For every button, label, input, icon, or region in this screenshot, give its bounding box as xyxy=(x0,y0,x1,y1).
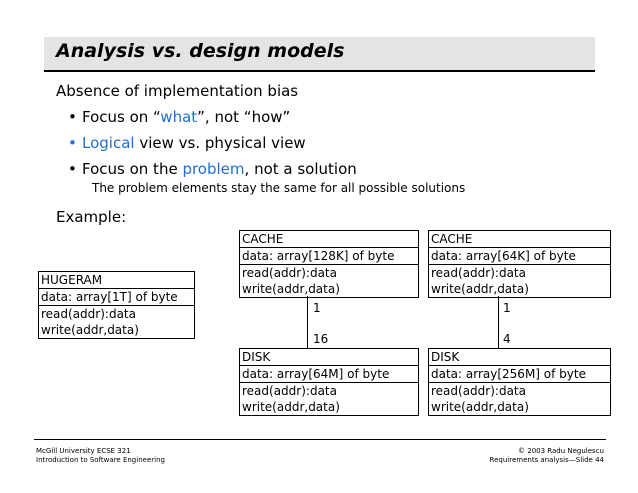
class-name: DISK xyxy=(242,350,271,364)
footer-copyright: © 2003 Radu Negulescu xyxy=(518,447,604,455)
class-name: HUGERAM xyxy=(41,273,103,287)
class-attribute: data: array[64K] of byte xyxy=(429,247,610,264)
class-operation: read(addr):data xyxy=(240,264,418,281)
bullet-what xyxy=(68,108,290,126)
multiplicity-label: 1 xyxy=(503,301,511,315)
class-operation: read(addr):data xyxy=(240,382,418,399)
class-operation: write(addr,data) xyxy=(242,282,340,296)
bullet-highlight: problem xyxy=(182,160,245,178)
uml-class-disk-64m xyxy=(239,348,419,416)
class-operation: read(addr):data xyxy=(39,305,194,322)
uml-class-disk-256m xyxy=(428,348,611,416)
association-line xyxy=(498,296,499,348)
bullet-text-pre: Focus on the xyxy=(82,160,183,178)
class-name: CACHE xyxy=(431,232,473,246)
bullet-text-post: , not a solution xyxy=(244,160,357,178)
uml-class-cache-64k xyxy=(428,230,611,298)
bullet-highlight: Logical xyxy=(82,134,135,152)
class-operation: write(addr,data) xyxy=(41,323,139,337)
sub-note: The problem elements stay the same for all possible solutions xyxy=(92,181,466,195)
multiplicity-label: 16 xyxy=(313,332,329,346)
bullet-text-pre: Focus on “ xyxy=(82,108,161,126)
association-line xyxy=(307,296,308,348)
class-operation: write(addr,data) xyxy=(431,282,529,296)
intro-line: Absence of implementation bias xyxy=(56,82,299,100)
class-operation: write(addr,data) xyxy=(242,400,340,414)
class-attribute: data: array[64M] of byte xyxy=(240,365,418,382)
class-attribute: data: array[128K] of byte xyxy=(240,247,418,264)
class-operation: read(addr):data xyxy=(429,264,610,281)
bullet-logical xyxy=(68,134,306,152)
bullet-text-post: ”, not “how” xyxy=(197,108,291,126)
class-name: DISK xyxy=(431,350,460,364)
class-name: CACHE xyxy=(242,232,284,246)
bullet-problem xyxy=(68,160,357,178)
multiplicity-label: 4 xyxy=(503,332,511,346)
title-bar xyxy=(44,37,595,72)
footer-institution: McGill University ECSE 321 xyxy=(36,447,131,455)
multiplicity-label: 1 xyxy=(313,301,321,315)
class-attribute: data: array[256M] of byte xyxy=(429,365,610,382)
class-operation: read(addr):data xyxy=(429,382,610,399)
bullet-text-post: view vs. physical view xyxy=(134,134,306,152)
example-label: Example: xyxy=(56,208,127,226)
footer-slide-number: Requirements analysis—Slide 44 xyxy=(489,456,604,464)
footer-course: Introduction to Software Engineering xyxy=(36,456,165,464)
class-operation: write(addr,data) xyxy=(431,400,529,414)
bullet-highlight: what xyxy=(160,108,198,126)
footer-divider xyxy=(34,439,606,440)
bullet-dot-icon: • xyxy=(68,160,77,178)
uml-class-hugeram xyxy=(38,271,195,339)
bullet-dot-icon: • xyxy=(68,108,77,126)
uml-class-cache-128k xyxy=(239,230,419,298)
slide-title: Analysis vs. design models xyxy=(56,40,345,62)
bullet-dot-icon: • xyxy=(68,134,77,152)
class-attribute: data: array[1T] of byte xyxy=(39,288,194,305)
